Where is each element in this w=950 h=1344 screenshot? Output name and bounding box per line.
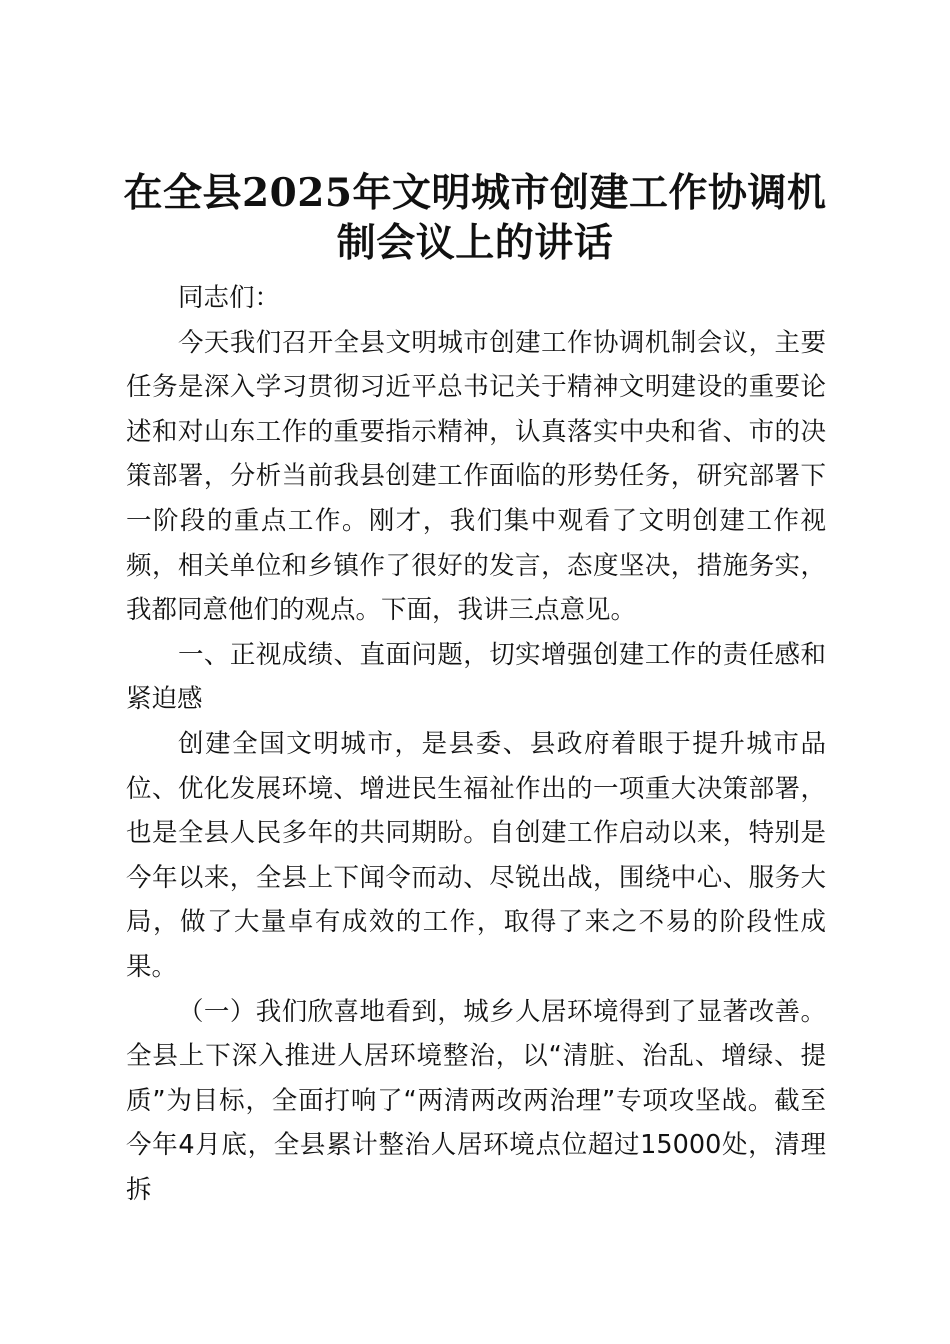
salutation: 同志们： bbox=[178, 283, 281, 313]
paragraph-subsection-1: （一）我们欣喜地看到，城乡人居环境得到了显著改善。全县上下深入推进人居环境整治，以“清脏、治乱、增绿、提质”为目标，全面打响了“两清两改两治理”专项攻坚战。截至今年4月底，全县累计整治人居环境点位超过15000处，清理拆 bbox=[126, 996, 826, 1205]
document-body bbox=[126, 276, 826, 1212]
document-title: 在全县2025年文明城市创建工作协调机制会议上的讲话 bbox=[123, 170, 827, 266]
section-heading-1: 一、正视成绩、直面问题，切实增强创建工作的责任感和紧迫感 bbox=[126, 639, 826, 715]
paragraph-achievements: 创建全国文明城市，是县委、县政府着眼于提升城市品位、优化发展环境、增进民生福祉作出的一项重大决策部署，也是全县人民多年的共同期盼。自创建工作启动以来，特别是今年以来，全县上下闻令而动、尽锐出战，围绕中心、服务大局，做了大量卓有成效的工作，取得了来之不易的阶段性成果。 bbox=[126, 728, 826, 982]
paragraph-intro: 今天我们召开全县文明城市创建工作协调机制会议，主要任务是深入学习贯彻习近平总书记关于精神文明建设的重要论述和对山东工作的重要指示精神，认真落实中央和省、市的决策部署，分析当前我县创建工作面临的形势任务，研究部署下一阶段的重点工作。刚才，我们集中观看了文明创建工作视频，相关单位和乡镇作了很好的发言，态度坚决，措施务实，我都同意他们的观点。下面，我讲三点意见。 bbox=[126, 327, 826, 626]
